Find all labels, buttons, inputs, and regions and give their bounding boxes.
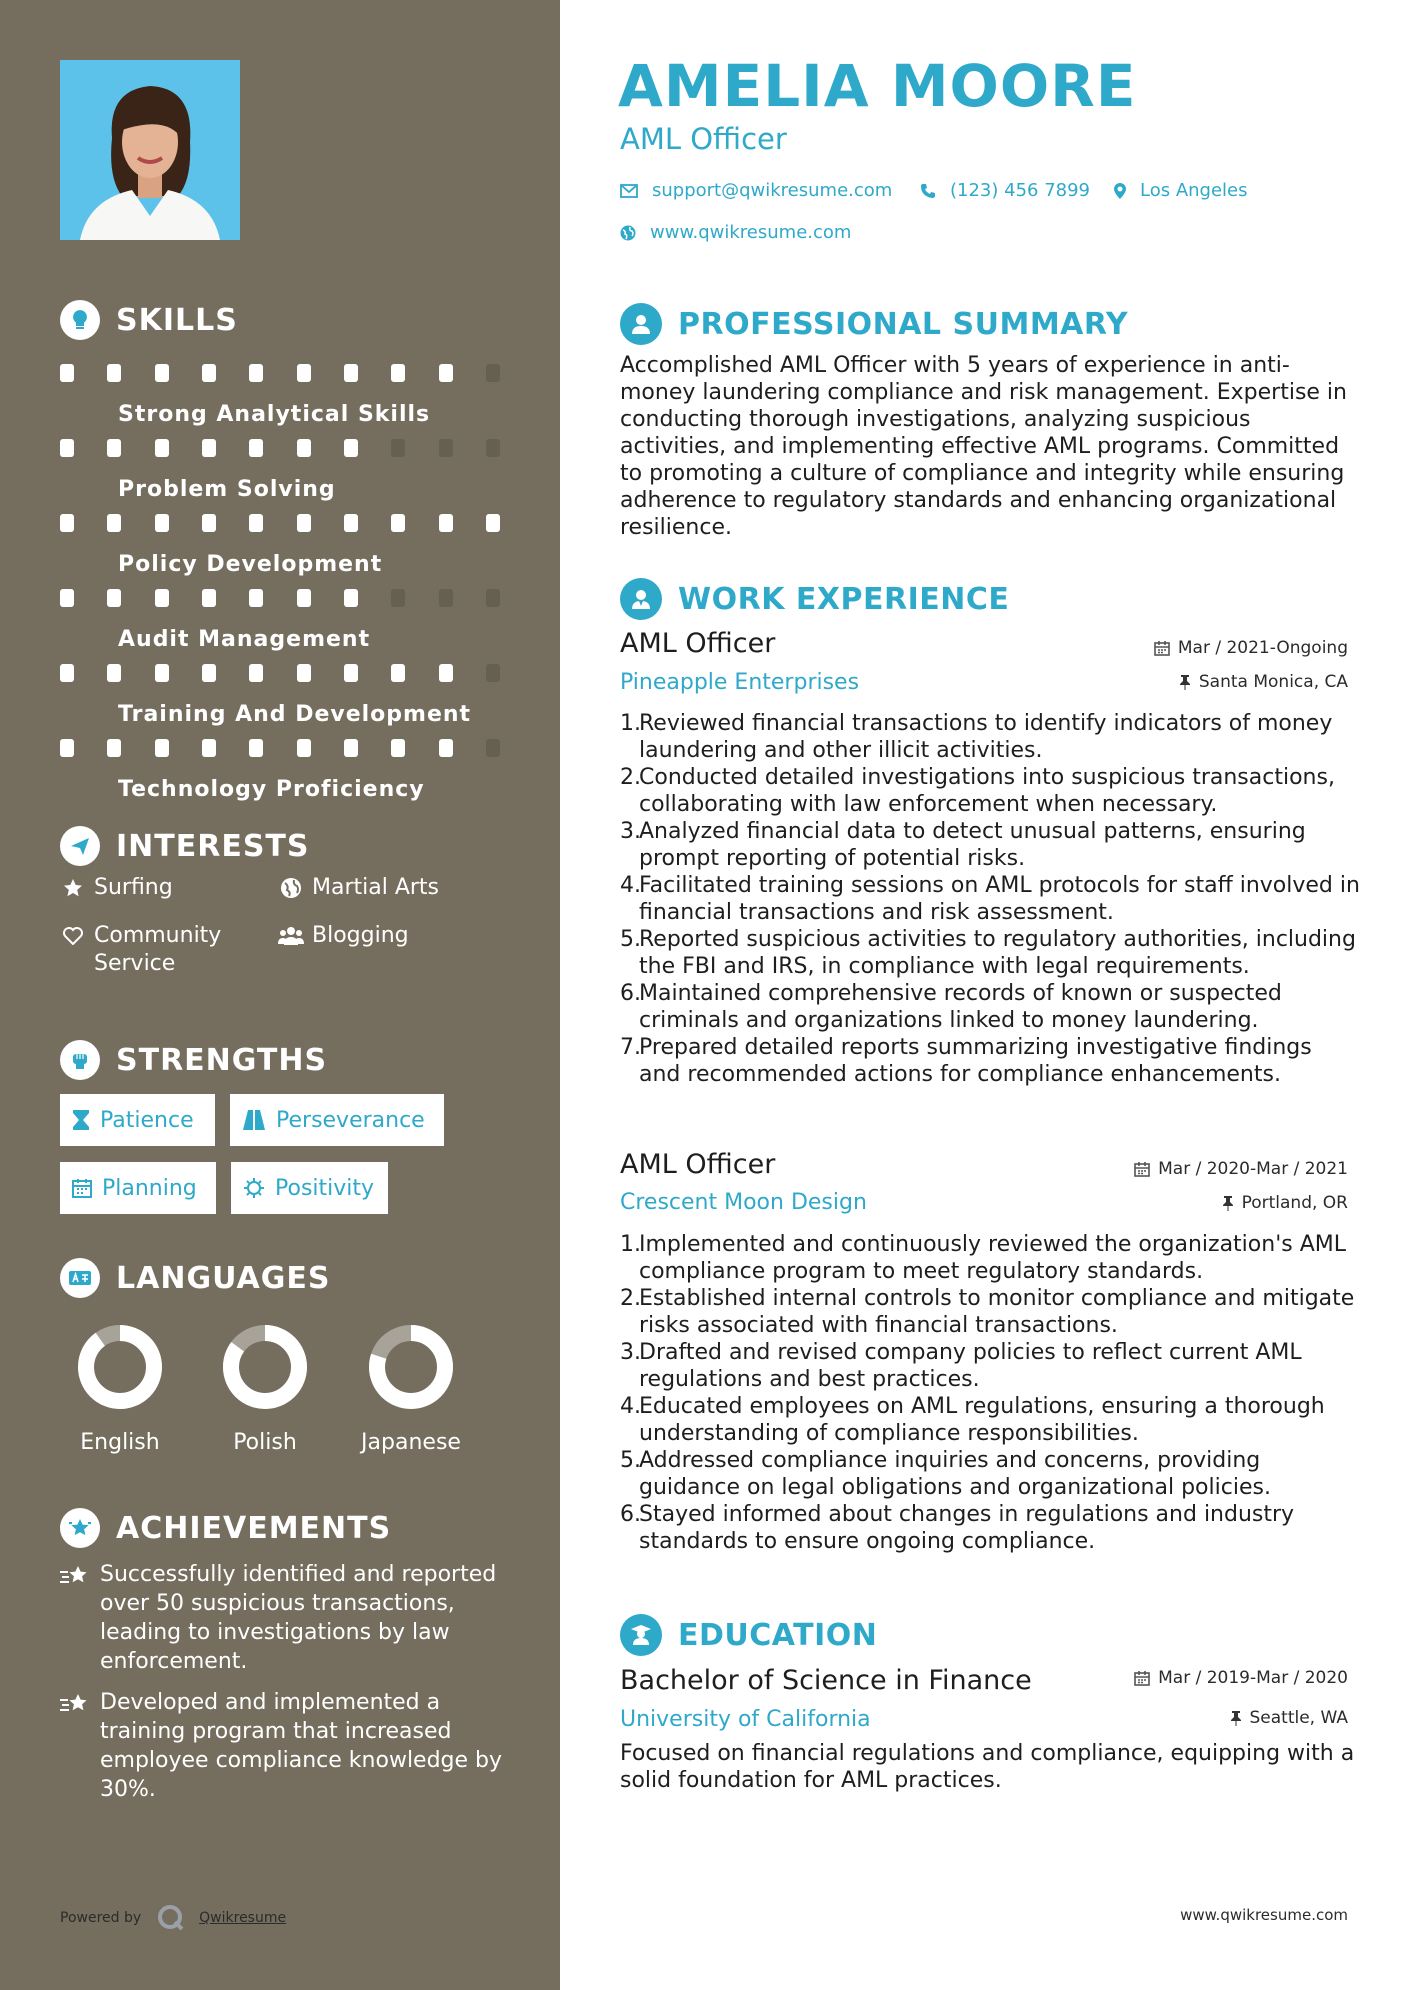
rating-dot: [486, 514, 500, 532]
language-level-ring: [75, 1322, 165, 1412]
rating-dot: [344, 364, 358, 382]
fist-icon: [60, 1040, 100, 1080]
rating-dot: [60, 664, 74, 682]
duty-text: Maintained comprehensive records of known or suspected criminals and organizations linked to money laundering.: [639, 981, 1282, 1033]
rating-dot: [107, 589, 121, 607]
languages-title: LANGUAGES: [116, 1260, 331, 1296]
job-dates-text: Mar / 2020-Mar / 2021: [1158, 1159, 1348, 1179]
skill-rating: [60, 514, 500, 532]
rating-dot: [297, 664, 311, 682]
skill-item: [60, 425, 500, 502]
duty-text: Educated employees on AML regulations, ensuring a thorough understanding of compliance responsibilities.: [639, 1394, 1325, 1446]
interest-item-martial-arts: [278, 874, 439, 902]
globe-icon: [620, 225, 636, 241]
duty-text: Implemented and continuously reviewed the organization's AML compliance program to meet regulatory standards.: [639, 1232, 1346, 1284]
skill-name: Strong Analytical Skills: [118, 402, 431, 427]
duty-text: Facilitated training sessions on AML protocols for staff involved in financial transactions and risk assessment.: [639, 873, 1360, 925]
skill-name: Policy Development: [118, 552, 383, 577]
phone-icon: [920, 183, 936, 199]
skill-rating: [60, 589, 500, 607]
language-name: English: [80, 1430, 160, 1455]
education-dates: [1134, 1668, 1348, 1688]
skill-rating: [60, 439, 500, 457]
sidebar: [0, 0, 560, 1990]
phone-text: (123) 456 7899: [950, 180, 1091, 201]
rating-dot: [155, 664, 169, 682]
duty-number: 5.: [620, 927, 641, 952]
rating-dot: [391, 364, 405, 382]
interest-label: Community: [94, 923, 222, 948]
pushpin-icon: [1179, 674, 1191, 690]
skill-item: [60, 500, 500, 577]
education-location: [1230, 1708, 1349, 1728]
rating-dot: [155, 739, 169, 757]
job-title: AML Officer: [620, 628, 776, 659]
strength-label: Positivity: [275, 1175, 375, 1201]
rating-dot: [391, 439, 405, 457]
rating-dot: [249, 739, 263, 757]
rating-dot: [202, 664, 216, 682]
job-duties-list: [620, 710, 1360, 1088]
rating-dot: [391, 589, 405, 607]
rating-dot: [297, 514, 311, 532]
duty-number: 1.: [620, 711, 641, 736]
strength-chip-perseverance: [230, 1094, 444, 1146]
rating-dot: [249, 514, 263, 532]
skill-name: Training And Development: [118, 702, 472, 727]
rating-dot: [439, 439, 453, 457]
globe-icon: [278, 874, 304, 902]
rating-dot: [344, 664, 358, 682]
rating-dot: [60, 439, 74, 457]
rating-dot: [155, 364, 169, 382]
rating-dot: [297, 589, 311, 607]
duty-text: Drafted and revised company policies to reflect current AML regulations and best practices.: [639, 1340, 1302, 1392]
rating-dot: [202, 439, 216, 457]
rating-dot: [391, 514, 405, 532]
interest-item-community-service: [60, 922, 221, 978]
rating-dot: [60, 364, 74, 382]
footer-url[interactable]: www.qwikresume.com: [1180, 1906, 1348, 1924]
achievement-text: Developed and implemented a training program that increased employee compliance knowledge by 30%.: [100, 1690, 503, 1802]
duty-item: [620, 1501, 1360, 1555]
experience-title: WORK EXPERIENCE: [678, 581, 1010, 617]
sun-icon: [243, 1177, 265, 1199]
duty-number: 3.: [620, 819, 641, 844]
rating-dot: [486, 664, 500, 682]
job-dates-text: Mar / 2021-Ongoing: [1177, 638, 1348, 658]
candidate-name: AMELIA MOORE: [618, 52, 1137, 120]
job-dates: [1154, 638, 1348, 658]
duty-number: 6.: [620, 1502, 641, 1527]
contact-location: [1114, 180, 1248, 201]
rating-dot: [107, 364, 121, 382]
language-name: Polish: [233, 1430, 297, 1455]
interests-heading: [60, 826, 310, 866]
achievement-item: [60, 1688, 510, 1804]
education-school: University of California: [620, 1707, 871, 1732]
calendar-icon: [1134, 1670, 1150, 1686]
duty-text: Reported suspicious activities to regulatory authorities, including the FBI and IRS, in compliance with legal requirements.: [639, 927, 1356, 979]
skill-rating: [60, 739, 500, 757]
map-pin-icon: [1114, 183, 1126, 199]
shooting-star-icon: [60, 1560, 100, 1676]
duty-item: [620, 1285, 1360, 1339]
graduate-icon: [620, 1614, 662, 1656]
rating-dot: [249, 364, 263, 382]
language-icon: [60, 1258, 100, 1298]
rating-dot: [107, 514, 121, 532]
education-title: EDUCATION: [678, 1617, 878, 1653]
users-icon: [278, 922, 304, 950]
briefcase-user-icon: [620, 578, 662, 620]
duty-number: 1.: [620, 1232, 641, 1257]
strength-chip-patience: [60, 1094, 215, 1146]
skill-rating: [60, 664, 500, 682]
rating-dot: [344, 589, 358, 607]
strength-label: Patience: [100, 1107, 194, 1133]
trophy-star-icon: [60, 1508, 100, 1548]
duty-number: 7.: [620, 1035, 641, 1060]
rating-dot: [107, 664, 121, 682]
job-title: AML Officer: [620, 1149, 776, 1180]
rating-dot: [249, 664, 263, 682]
duty-item: [620, 764, 1360, 818]
rating-dot: [439, 664, 453, 682]
duty-item: [620, 710, 1360, 764]
duty-text: Established internal controls to monitor compliance and mitigate risks associated with financial transactions.: [639, 1286, 1355, 1338]
duty-text: Addressed compliance inquiries and concerns, providing guidance on legal obligations and organizational policies.: [639, 1448, 1271, 1500]
duty-item: [620, 1034, 1360, 1088]
language-level-ring: [220, 1322, 310, 1412]
achievements-title: ACHIEVEMENTS: [116, 1510, 392, 1546]
contact-email[interactable]: [620, 180, 892, 201]
job-dates: [1134, 1159, 1348, 1179]
skill-name: Audit Management: [118, 627, 371, 652]
education-degree: Bachelor of Science in Finance: [620, 1665, 1032, 1696]
rating-dot: [249, 589, 263, 607]
duty-item: [620, 1231, 1360, 1285]
email-text: support@qwikresume.com: [652, 180, 893, 201]
skill-rating: [60, 364, 500, 382]
skill-name: Problem Solving: [118, 477, 336, 502]
calendar-icon: [1154, 640, 1170, 656]
duty-item: [620, 926, 1360, 980]
rating-dot: [486, 364, 500, 382]
job-location: [1222, 1193, 1348, 1213]
education-description: Focused on financial regulations and compliance, equipping with a solid foundation for AML practices.: [620, 1741, 1355, 1793]
rating-dot: [249, 439, 263, 457]
skill-item: [60, 575, 500, 652]
hourglass-icon: [72, 1109, 90, 1131]
job-company: Pineapple Enterprises: [620, 670, 860, 695]
powered-by: [60, 1904, 286, 1932]
profile-photo: [60, 60, 240, 240]
rating-dot: [486, 589, 500, 607]
pushpin-icon: [1230, 1710, 1242, 1726]
rating-dot: [155, 439, 169, 457]
contact-website[interactable]: [620, 222, 851, 243]
rating-dot: [344, 439, 358, 457]
rating-dot: [107, 739, 121, 757]
rating-dot: [60, 589, 74, 607]
rating-dot: [439, 739, 453, 757]
duty-item: [620, 1339, 1360, 1393]
lightbulb-icon: [60, 300, 100, 340]
duty-number: 5.: [620, 1448, 641, 1473]
summary-heading: [620, 303, 1128, 345]
interest-label: Blogging: [312, 923, 409, 948]
qwikresume-link[interactable]: Qwikresume: [199, 1910, 287, 1926]
duty-item: [620, 1447, 1360, 1501]
duty-item: [620, 1393, 1360, 1447]
envelope-icon: [620, 184, 638, 198]
interest-label: Martial Arts: [312, 875, 440, 900]
achievement-text: Successfully identified and reported over 50 suspicious transactions, leading to investigations by law enforcement.: [100, 1562, 497, 1674]
summary-title: PROFESSIONAL SUMMARY: [678, 306, 1129, 342]
strengths-title: STRENGTHS: [116, 1042, 328, 1078]
education-heading: [620, 1614, 877, 1656]
duty-item: [620, 980, 1360, 1034]
website-text: www.qwikresume.com: [650, 222, 852, 243]
duty-item: [620, 818, 1360, 872]
interest-label-line2: Service: [94, 951, 176, 976]
summary-text: Accomplished AML Officer with 5 years of experience in anti-money laundering compliance and risk management. Expertise in conducting thorough investigations, analyzing suspicious activities, and implementing effective AML programs. Committed to promoting a culture of compliance and integrity while ensuring adherence to regulatory standards and enhancing organizational resilience.: [620, 353, 1347, 540]
ring-fill: [86, 1333, 154, 1401]
interest-label-block: [94, 922, 221, 978]
user-icon: [620, 303, 662, 345]
star-icon: [60, 874, 86, 902]
heart-icon: [60, 922, 86, 950]
duty-text: Stayed informed about changes in regulations and industry standards to ensure ongoing compliance.: [639, 1502, 1295, 1554]
interest-label: Surfing: [94, 875, 173, 900]
rating-dot: [60, 514, 74, 532]
calendar-icon: [72, 1178, 92, 1198]
rating-dot: [391, 739, 405, 757]
rating-dot: [391, 664, 405, 682]
contact-phone[interactable]: [920, 180, 1090, 201]
rating-dot: [202, 739, 216, 757]
skills-title: SKILLS: [116, 302, 238, 338]
rating-dot: [155, 514, 169, 532]
duty-number: 4.: [620, 873, 641, 898]
duty-number: 2.: [620, 1286, 641, 1311]
duty-number: 2.: [620, 765, 641, 790]
duty-text: Conducted detailed investigations into suspicious transactions, collaborating with law enforcement when necessary.: [639, 765, 1335, 817]
candidate-role: AML Officer: [620, 122, 787, 156]
duty-number: 4.: [620, 1394, 641, 1419]
strength-chip-planning: [60, 1162, 216, 1214]
job-location-text: Portland, OR: [1241, 1193, 1348, 1213]
skill-name: Technology Proficiency: [118, 777, 425, 802]
language-item: [55, 1322, 185, 1455]
rating-dot: [344, 514, 358, 532]
skills-heading: [60, 300, 238, 340]
achievements-heading: [60, 1508, 391, 1548]
rating-dot: [486, 439, 500, 457]
rating-dot: [202, 514, 216, 532]
location-text: Los Angeles: [1140, 180, 1248, 201]
powered-by-label: Powered by: [60, 1910, 142, 1926]
calendar-icon: [1134, 1161, 1150, 1177]
experience-heading: [620, 578, 1009, 620]
rating-dot: [344, 739, 358, 757]
shooting-star-icon: [60, 1688, 100, 1804]
rating-dot: [297, 364, 311, 382]
rating-dot: [439, 514, 453, 532]
language-item: [200, 1322, 330, 1455]
job-location: [1179, 672, 1348, 692]
duty-text: Reviewed financial transactions to identify indicators of money laundering and other illicit activities.: [639, 711, 1333, 763]
interest-item-blogging: [278, 922, 409, 950]
rating-dot: [439, 364, 453, 382]
rating-dot: [107, 439, 121, 457]
interest-item-surfing: [60, 874, 173, 902]
qwikresume-logo-icon: [157, 1904, 185, 1932]
rating-dot: [439, 589, 453, 607]
job-company: Crescent Moon Design: [620, 1190, 867, 1215]
duty-number: 3.: [620, 1340, 641, 1365]
rating-dot: [486, 739, 500, 757]
duty-text: Prepared detailed reports summarizing investigative findings and recommended actions for compliance enhancements.: [639, 1035, 1312, 1087]
job-duties-list: [620, 1231, 1360, 1555]
strength-chip-positivity: [231, 1162, 388, 1214]
rating-dot: [297, 739, 311, 757]
strength-label: Planning: [102, 1175, 197, 1201]
main-content: [560, 0, 1407, 1990]
language-item: [346, 1322, 476, 1455]
skill-item: [60, 350, 500, 427]
language-level-ring: [366, 1322, 456, 1412]
skill-item: [60, 725, 500, 802]
rating-dot: [202, 364, 216, 382]
languages-heading: [60, 1258, 330, 1298]
achievement-item: [60, 1560, 510, 1676]
rating-dot: [297, 439, 311, 457]
road-icon: [242, 1110, 266, 1130]
education-location-text: Seattle, WA: [1249, 1708, 1348, 1728]
strength-label: Perseverance: [276, 1107, 425, 1133]
interests-title: INTERESTS: [116, 828, 310, 864]
education-dates-text: Mar / 2019-Mar / 2020: [1158, 1668, 1348, 1688]
job-location-text: Santa Monica, CA: [1198, 672, 1348, 692]
duty-text: Analyzed financial data to detect unusual patterns, ensuring prompt reporting of potential risks.: [639, 819, 1306, 871]
rating-dot: [155, 589, 169, 607]
pushpin-icon: [1222, 1195, 1234, 1211]
paper-plane-icon: [60, 826, 100, 866]
rating-dot: [60, 739, 74, 757]
language-name: Japanese: [361, 1430, 461, 1455]
duty-number: 6.: [620, 981, 641, 1006]
skill-item: [60, 650, 500, 727]
duty-item: [620, 872, 1360, 926]
strengths-heading: [60, 1040, 327, 1080]
rating-dot: [202, 589, 216, 607]
